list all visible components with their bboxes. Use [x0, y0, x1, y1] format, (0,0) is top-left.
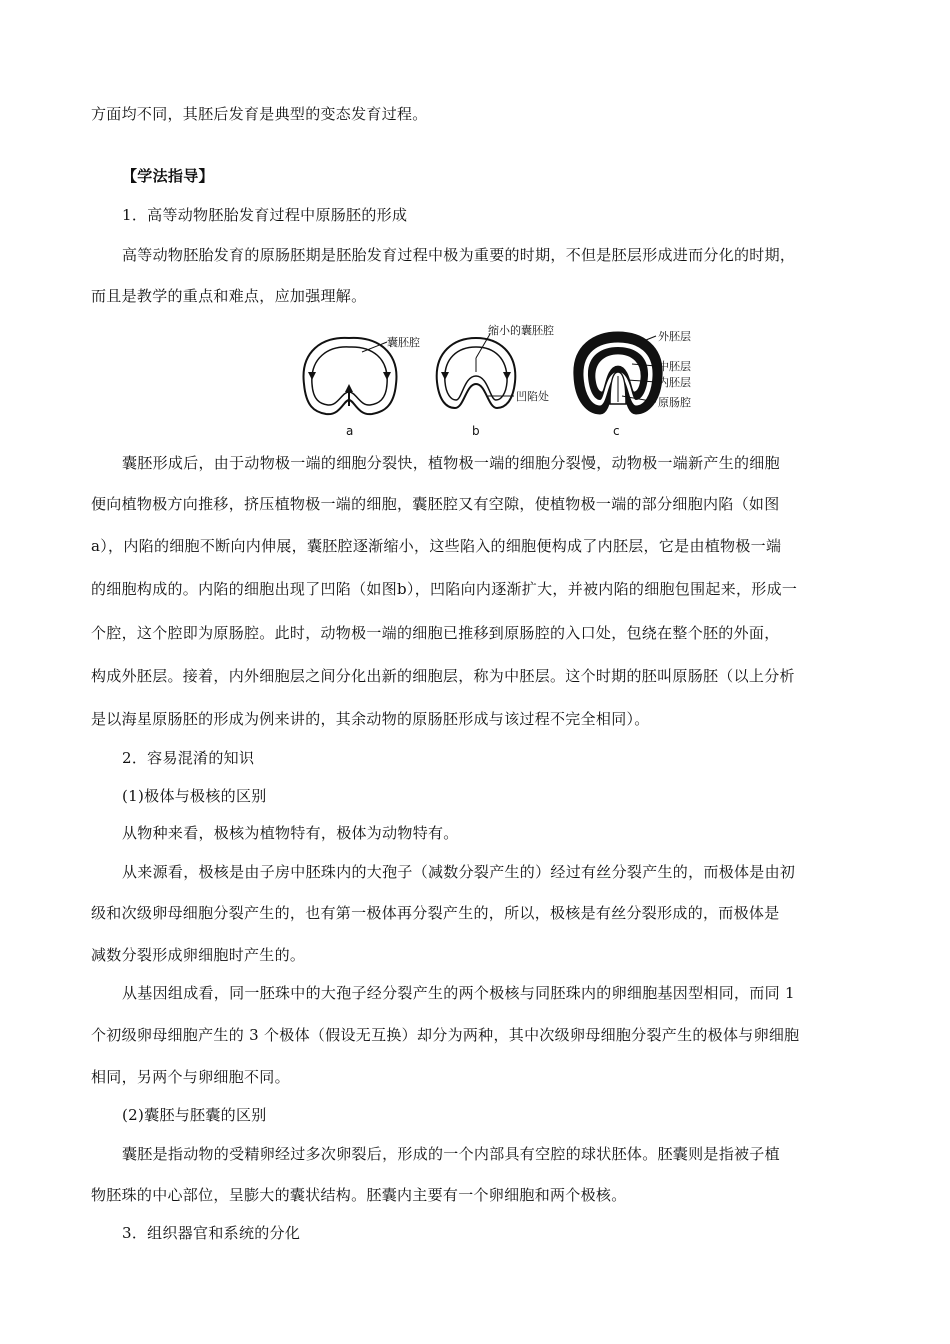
gastrula-figure — [292, 322, 702, 440]
label-endoderm: 内胚层 — [658, 376, 691, 389]
label-archenteron: 原肠腔 — [658, 396, 691, 409]
caption-a: a — [346, 424, 354, 438]
label-blastocoel: 囊胚腔 — [387, 336, 420, 349]
subsection-1-para-1: 从物种来看，极核为植物特有，极体为动物特有。 — [122, 824, 459, 842]
figure-c-gastrula — [574, 332, 662, 414]
section-1-para-2-line: 囊胚形成后，由于动物极一端的细胞分裂快，植物极一端的细胞分裂慢，动物极一端新产生的细胞 — [122, 454, 780, 472]
subsection-2-para-line: 囊胚是指动物的受精卵经过多次卵裂后，形成的一个内部具有空腔的球状胚体。胚囊则是指被子植 — [122, 1145, 780, 1163]
subsection-1-title: (1)极体与极核的区别 — [122, 787, 267, 805]
section-3-title: 3．组织器官和系统的分化 — [122, 1224, 301, 1242]
section-1-para-2-line: 个腔，这个腔即为原肠腔。此时，动物极一端的细胞已推移到原肠腔的入口处，包绕在整个胚的外面， — [91, 624, 780, 642]
label-mesoderm: 中胚层 — [658, 360, 691, 373]
section-1-para-2-line: a），内陷的细胞不断向内伸展，囊胚腔逐渐缩小，这些陷入的细胞便构成了内胚层，它是由植物极一端 — [91, 537, 782, 555]
subsection-1-para-2-line: 从来源看，极核是由子房中胚珠内的大孢子（减数分裂产生的）经过有丝分裂产生的，而极体是由初 — [122, 863, 796, 881]
subsection-2-title: (2)囊胚与胚囊的区别 — [122, 1106, 267, 1124]
label-ectoderm: 外胚层 — [658, 330, 691, 343]
subsection-2-para-line: 物胚珠的中心部位，呈膨大的囊状结构。胚囊内主要有一个卵细胞和两个极核。 — [91, 1186, 627, 1204]
subsection-1-para-3-line: 个初级卵母细胞产生的 3 个极体（假设无互换）却分为两种，其中次级卵母细胞分裂产生的极体与卵细胞 — [91, 1026, 800, 1044]
section-heading: 【学法指导】 — [122, 167, 214, 185]
label-shrunken-blastocoel: 缩小的囊胚腔 — [488, 324, 554, 337]
figure-a-blastula — [304, 338, 397, 414]
label-pit: 凹陷处 — [516, 390, 549, 403]
subsection-1-para-2-line: 级和次级卵母细胞分裂产生的，也有第一极体再分裂产生的，所以，极核是有丝分裂形成的，而极体是 — [91, 904, 780, 922]
section-1-para-2-line: 的细胞构成的。内陷的细胞出现了凹陷（如图b），凹陷向内逐渐扩大，并被内陷的细胞包围起来，形成一 — [91, 580, 798, 598]
caption-c: c — [613, 424, 620, 438]
caption-b: b — [472, 424, 480, 438]
section-1-para-1-line: 高等动物胚胎发育的原肠胚期是胚胎发育过程中极为重要的时期，不但是胚层形成进而分化的时期， — [122, 246, 796, 264]
intro-line: 方面均不同，其胚后发育是典型的变态发育过程。 — [91, 105, 428, 123]
subsection-1-para-2-line: 减数分裂形成卵细胞时产生的。 — [91, 946, 306, 964]
subsection-1-para-3-line: 相同，另两个与卵细胞不同。 — [91, 1068, 290, 1086]
section-1-para-2-line: 构成外胚层。接着，内外细胞层之间分化出新的细胞层，称为中胚层。这个时期的胚叫原肠胚（以上分析 — [91, 667, 795, 685]
section-1-para-2-line: 便向植物极方向推移，挤压植物极一端的细胞，囊胚腔又有空隙，使植物极一端的部分细胞内陷（如图 — [91, 495, 780, 513]
section-1-para-2-line: 是以海星原肠胚的形成为例来讲的，其余动物的原肠胚形成与该过程不完全相同）。 — [91, 710, 650, 728]
figure-b-invagination — [437, 334, 516, 408]
section-1-title: 1．高等动物胚胎发育过程中原肠胚的形成 — [122, 206, 408, 224]
section-1-para-1-line: 而且是教学的重点和难点，应加强理解。 — [91, 287, 367, 305]
subsection-1-para-3-line: 从基因组成看，同一胚珠中的大孢子经分裂产生的两个极核与同胚珠内的卵细胞基因型相同，而同 1 — [122, 984, 795, 1002]
section-2-title: 2．容易混淆的知识 — [122, 749, 255, 767]
